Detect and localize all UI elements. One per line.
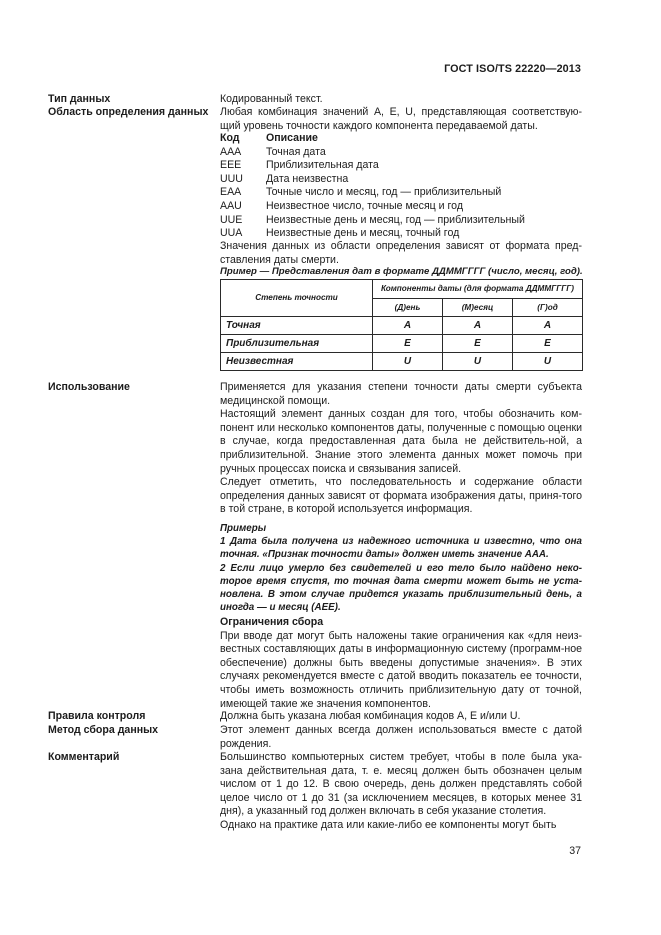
usage-paragraph: Применяется для указания степени точности даты смерти субъекта медицинской помощи. [220, 381, 582, 407]
example-item: 1 Дата была получена из надежного источника и известно, что она точная. «Признак точности даты» должен иметь значение AAA. [220, 536, 582, 561]
precision-table-wrap [220, 279, 583, 371]
code-row [220, 227, 525, 241]
label-collection-method: Метод сбора данных [48, 724, 159, 736]
collection-method-value: Этот элемент данных всегда должен использоваться вместе с датой рождения. [220, 724, 582, 750]
examples-section [220, 522, 582, 614]
usage-paragraph: Следует отметить, что последовательность и содержание области определения данных зависят от формата изображения даты, приня-того в той стране, в которой используется информация. [220, 476, 582, 516]
code-value: AAA [220, 145, 242, 158]
table-cell: U [513, 353, 583, 371]
table-cell: A [373, 317, 443, 335]
codes-header-description: Описание [266, 132, 318, 144]
table-row [221, 335, 583, 353]
code-description: Неизвестные день и месяц, точный год [266, 227, 460, 240]
code-description: Точная дата [266, 145, 326, 158]
constraints-text: При вводе дат могут быть наложены такие ограничения как «для неиз-вестных составляющих даты в информационную систему (программ-ное обеспечение) должны быть введены допустимые значения». В этих случаях рекомендуется вместе с датой вводить показатель ее точности, чтобы иметь возможность отличить приблизительную дату от точной, имеющей такие же значения компонентов. [220, 629, 582, 710]
precision-table [220, 279, 583, 371]
table-cell: A [513, 317, 583, 335]
standard-id: ГОСТ ISO/TS 22220—2013 [444, 63, 581, 75]
table-cell: E [513, 335, 583, 353]
label-data-type: Тип данных [48, 93, 111, 105]
usage-section [220, 381, 582, 517]
table-header-precision: Степень точности [221, 280, 373, 317]
code-description: Дата неизвестна [266, 172, 349, 185]
table-row-label: Точная [221, 317, 373, 335]
code-description: Приблизительная дата [266, 159, 379, 172]
code-row [220, 173, 525, 187]
table-cell: U [443, 353, 513, 371]
verification-rules-value: Должна быть указана любая комбинация кодов A, E и/или U. [220, 710, 521, 722]
table-row [221, 317, 583, 335]
domain-note: Значения данных из области определения зависят от формата пред-ставления даты смерти. [220, 240, 582, 266]
domain-text: Любая комбинация значений A, E, U, представляющая соответствую-щий уровень точности каждого компонента передаваемой даты. [220, 106, 582, 132]
code-row [220, 200, 525, 214]
table-subheader: (М)есяц [443, 299, 513, 317]
table-cell: E [373, 335, 443, 353]
example-item: 2 Если лицо умерло без свидетелей и его тело было найдено неко-торое время спустя, то точная дата смерти может быть не уста-новлена. В этом случае придется указать приблизительный день, а иногда — и месяц (AEE). [220, 562, 582, 614]
code-value: UUE [220, 213, 243, 226]
code-value: UUA [220, 227, 243, 240]
label-usage: Использование [48, 381, 130, 393]
table-subheader: (Д)ень [373, 299, 443, 317]
table-row [221, 353, 583, 371]
constraints-section [220, 616, 582, 711]
comments-paragraph: Однако на практике дата или какие-либо ее компоненты могут быть [220, 818, 557, 831]
table-cell: E [443, 335, 513, 353]
example-title: Пример — Представления дат в формате ДДММГГГГ (число, месяц, год). [220, 266, 583, 277]
code-row [220, 214, 525, 228]
table-cell: A [443, 317, 513, 335]
table-row-label: Приблизительная [221, 335, 373, 353]
examples-title: Примеры [220, 523, 267, 534]
code-description: Неизвестные день и месяц, год — приблизительный [266, 213, 525, 226]
data-type-value: Кодированный текст. [220, 93, 323, 105]
table-row-label: Неизвестная [221, 353, 373, 371]
codes-list [220, 132, 525, 241]
comments-paragraph: Большинство компьютерных систем требует, чтобы в поле была ука-зана действительная дата, т. е. месяц должен быть обозначен целым числом от 1 до 12. В свою очередь, день должен представлять собой целое число от 1 до 31 (за исключением месяцев, в которых менее 31 дня), а указанный год должен включать в себя указание столетия. [220, 751, 582, 818]
constraints-title: Ограничения сбора [220, 616, 324, 628]
codes-header-code: Код [220, 132, 240, 144]
code-value: EAA [220, 186, 242, 199]
label-verification-rules: Правила контроля [48, 710, 146, 722]
table-header-components: Компоненты даты (для формата ДДММГГГГ) [373, 280, 583, 299]
comments-section [220, 751, 582, 833]
code-row [220, 159, 525, 173]
table-cell: U [373, 353, 443, 371]
label-domain: Область определения данных [48, 106, 209, 118]
code-value: UUU [220, 172, 243, 185]
code-value: AAU [220, 199, 242, 212]
label-comments: Комментарий [48, 751, 120, 763]
code-description: Неизвестное число, точные месяц и год [266, 199, 464, 212]
code-value: EEE [220, 159, 242, 172]
code-row [220, 186, 525, 200]
table-subheader: (Г)од [513, 299, 583, 317]
code-row [220, 146, 525, 160]
usage-paragraph: Настоящий элемент данных создан для того, чтобы обозначить ком-понент или несколько компонентов даты, полученные с помощью оценки в случае, когда предоставленная дата была не действитель-ной, а приблизительной. Знание этого элемента данных может помочь при ручных процессах поиска и связывания записей. [220, 408, 582, 475]
page-number: 37 [569, 845, 581, 857]
code-description: Точные число и месяц, год — приблизительный [266, 186, 502, 199]
codes-header [220, 132, 525, 146]
